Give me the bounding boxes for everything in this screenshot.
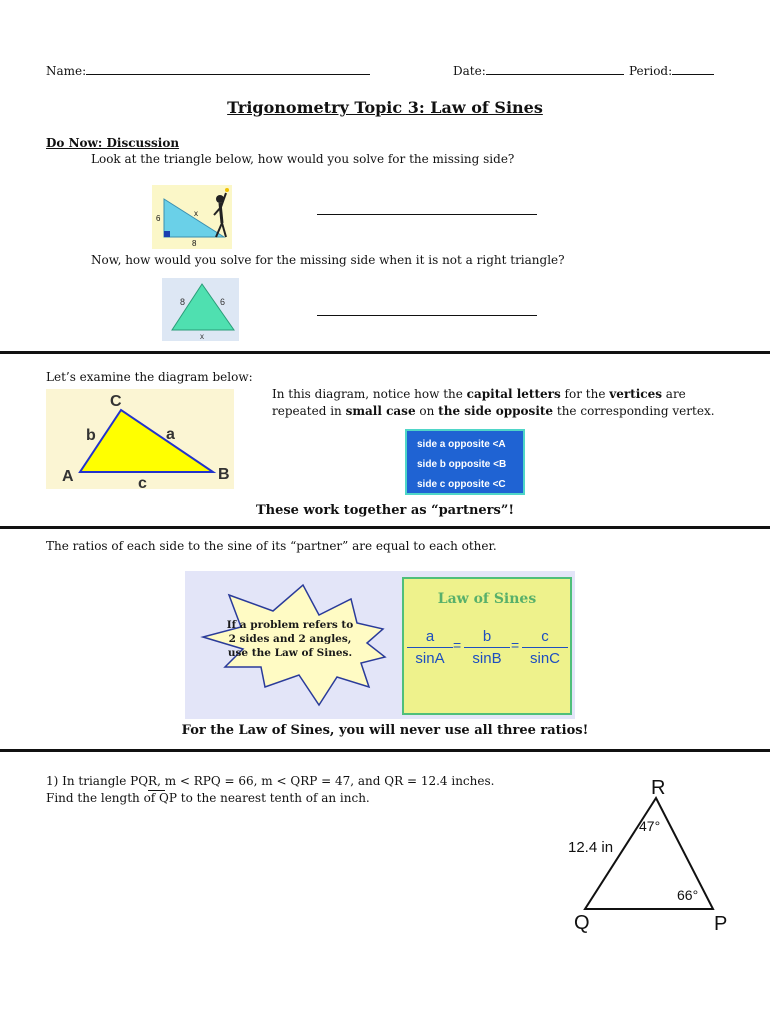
vertex-R-label: R (651, 777, 666, 799)
equals-1: = (453, 637, 462, 653)
oblique-tri-side-8: 8 (180, 297, 186, 307)
ratios-intro: The ratios of each side to the sine of its “partner” are equal to each other. (46, 539, 497, 553)
do-now-question-1: Look at the triangle below, how would you solve for the missing side? (91, 152, 515, 166)
note-pre: In this diagram, notice how the (272, 387, 467, 401)
opposite-box (405, 429, 525, 495)
date-blank[interactable] (486, 74, 624, 75)
note-vertices: vertices (609, 387, 662, 401)
angle-P-label: 66° (677, 887, 699, 903)
ratio-b-den: sinB (472, 650, 502, 667)
right-tri-side-x: x (194, 209, 198, 218)
ratio-a (407, 628, 453, 667)
date-field[interactable] (453, 64, 624, 78)
law-of-sines-title: Law of Sines (437, 591, 537, 607)
oblique-triangle-figure (162, 278, 239, 341)
note-capital-letters: capital letters (466, 387, 561, 401)
side-b-label: b (86, 427, 96, 444)
ratio-c-num: c (522, 628, 568, 648)
answer-line-1[interactable] (317, 214, 537, 215)
note-side-opposite: the side opposite (438, 404, 554, 418)
diagram-note (272, 386, 732, 420)
page-title: Trigonometry Topic 3: Law of Sines (227, 98, 543, 117)
side-c-label: c (138, 475, 147, 489)
vertex-A-label: A (62, 468, 74, 485)
side-a-label: a (166, 426, 175, 443)
starburst-text (215, 618, 365, 660)
do-now-question-2: Now, how would you solve for the missing side when it is not a right triangle? (91, 253, 565, 267)
note-mid2: are repeated in (272, 387, 686, 418)
right-triangle-figure (152, 185, 232, 249)
vertex-P-label: P (714, 913, 728, 935)
period-field[interactable] (629, 64, 714, 78)
warning-text: For the Law of Sines, you will never use all three ratios! (181, 723, 589, 738)
abc-triangle-figure (46, 389, 234, 489)
ratio-c (522, 628, 568, 667)
period-label: Period: (629, 64, 673, 78)
ratio-b (464, 628, 510, 667)
oblique-tri-side-6: 6 (220, 297, 226, 307)
vertex-Q-label: Q (574, 912, 590, 934)
burst-line-3: use the Law of Sines. (227, 647, 353, 659)
right-tri-side-8: 8 (192, 239, 197, 248)
ratio-c-den: sinC (529, 650, 560, 667)
vertex-C-label: C (110, 393, 122, 410)
burst-line-2: 2 sides and 2 angles, (228, 633, 352, 645)
law-of-sines-figure (185, 571, 575, 719)
note-mid3: on (415, 404, 439, 418)
problem-1-line-2: Find the length of QP to the nearest tenth of an inch. (46, 791, 370, 805)
name-blank[interactable] (86, 74, 370, 75)
angle-R-label: 47° (639, 818, 661, 834)
note-mid1: for the (560, 387, 610, 401)
do-now-heading: Do Now: Discussion (46, 136, 180, 150)
vertex-B-label: B (218, 466, 230, 483)
equals-2: = (511, 637, 520, 653)
divider-3 (0, 749, 770, 752)
note-small-case: small case (345, 404, 416, 418)
name-label: Name: (46, 64, 87, 78)
ratio-a-den: sinA (415, 650, 445, 667)
diagram-intro: Let’s examine the diagram below: (46, 370, 253, 384)
name-field[interactable] (46, 64, 370, 78)
note-end: the corresponding vertex. (553, 404, 715, 418)
ratio-a-num: a (407, 628, 453, 648)
period-blank[interactable] (672, 74, 714, 75)
partners-text: These work together as “partners”! (255, 503, 515, 518)
divider-1 (0, 351, 770, 354)
ratio-b-num: b (464, 628, 510, 648)
opposite-line-c: side c opposite <C (417, 479, 506, 490)
side-QR-length: 12.4 in (568, 839, 614, 856)
date-label: Date: (453, 64, 486, 78)
opposite-line-b: side b opposite <B (417, 459, 507, 470)
right-tri-side-6: 6 (156, 214, 161, 223)
divider-2 (0, 526, 770, 529)
answer-line-2[interactable] (317, 315, 537, 316)
opposite-line-a: side a opposite <A (417, 439, 506, 450)
qp-overline (148, 790, 165, 791)
oblique-tri-side-x: x (200, 332, 204, 341)
burst-line-1: If a problem refers to (226, 619, 354, 631)
problem-1-line-1: 1) In triangle PQR, m < RPQ = 66, m < QRP = 47, and QR = 12.4 inches. (46, 774, 495, 788)
pqr-triangle-figure (560, 770, 740, 940)
